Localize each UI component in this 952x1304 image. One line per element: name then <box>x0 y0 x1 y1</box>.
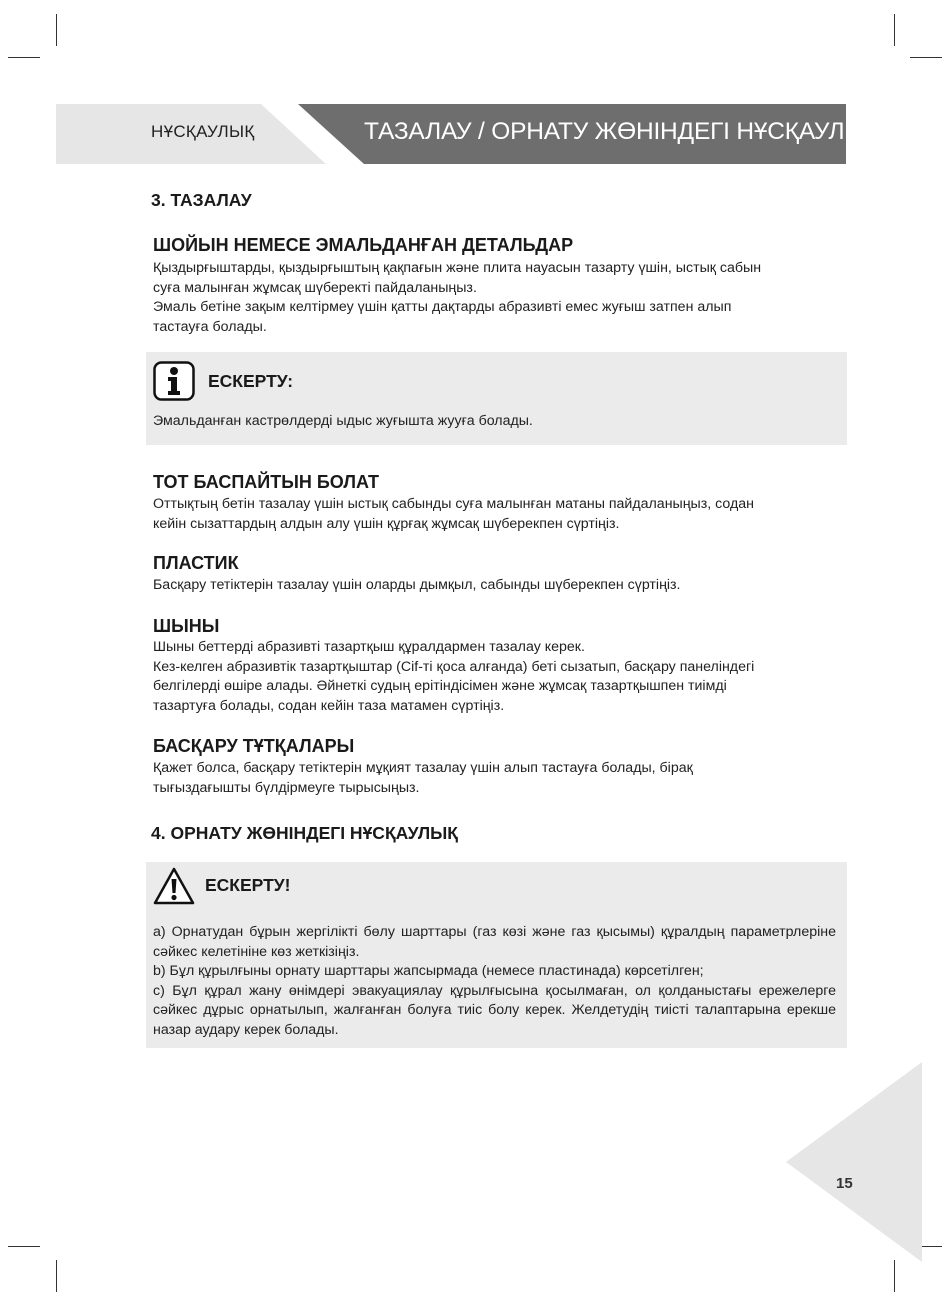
header-title: ТАЗАЛАУ / ОРНАТУ ЖӨНІНДЕГІ НҰСҚАУЛЫҚ <box>364 118 880 145</box>
stainless-line: кейін сызаттардың алдын алу үшін құрғақ жұмсақ шүберекпен сүртіңіз. <box>153 515 620 532</box>
note-title: ЕСКЕРТУ: <box>208 371 294 391</box>
header-left-label: НҰСҚАУЛЫҚ <box>151 122 255 141</box>
cast-iron-line: суға малынған жұмсақ шүберекті пайдаланыңыз. <box>153 279 477 296</box>
note-text: Эмальданған кастрөлдерді ыдыс жуғышта жууға болады. <box>153 413 533 429</box>
warning-item: a) Орнатудан бұрын жергілікті бөлу шарттары (газ көзі және газ қысымы) құралдың параметрлеріне сәйкес келетініне көз жеткізіңіз. <box>153 924 836 960</box>
glass-line: Кез-келген абразивтік тазартқыштар (Cif-ті қоса алғанда) беті сызатып, басқару панеліндегі <box>153 658 755 675</box>
section-3-title: 3. ТАЗАЛАУ <box>151 190 252 210</box>
knobs-paragraph <box>153 759 843 798</box>
plastic-line: Басқару тетіктерін тазалау үшін оларды дымқыл, сабынды шүберекпен сүртіңіз. <box>153 577 681 593</box>
glass-heading: ШЫНЫ <box>153 616 220 636</box>
glass-line: тазартуға болады, содан кейін таза матамен сүртіңіз. <box>153 697 505 714</box>
knobs-line: тығыздағышты бүлдірмеуге тырысыңыз. <box>153 779 420 796</box>
cast-iron-line: тастауға болады. <box>153 318 267 335</box>
warning-text <box>153 923 836 1040</box>
cast-iron-heading: ШОЙЫН НЕМЕСЕ ЭМАЛЬДАНҒАН ДЕТАЛЬДАР <box>153 235 574 255</box>
warning-title: ЕСКЕРТУ! <box>205 875 291 895</box>
plastic-paragraph <box>153 576 843 596</box>
cast-iron-paragraph <box>153 259 843 337</box>
glass-line: Шыны беттерді абразивті тазартқыш құралдармен тазалау керек. <box>153 639 585 655</box>
crop-mark <box>894 14 895 46</box>
section-4-title: 4. ОРНАТУ ЖӨНІНДЕГІ НҰСҚАУЛЫҚ <box>151 823 458 843</box>
crop-mark <box>56 1260 57 1292</box>
knobs-line: Қажет болса, басқару тетіктерін мұқият тазалау үшін алып тастауға болады, бірақ <box>153 760 693 776</box>
warning-triangle-icon <box>152 866 196 906</box>
page-corner-decoration <box>786 1062 922 1262</box>
crop-mark <box>56 14 57 46</box>
knobs-heading: БАСҚАРУ ТҰТҚАЛАРЫ <box>153 736 355 756</box>
crop-mark <box>8 1246 40 1247</box>
warning-item: c) Бұл құрал жану өнімдері эвакуациялау құрылғысына қосылмаған, ол қолданыстағы ережелерге сәйкес дұрыс орнатылып, жалғанған болуға тиіс болу керек. Желдетудің тиісті талаптарына ерекше назар аудару керек болады. <box>153 982 836 1038</box>
glass-paragraph <box>153 638 843 716</box>
plastic-heading: ПЛАСТИК <box>153 553 239 573</box>
cast-iron-line: Эмаль бетіне зақым келтірмеу үшін қатты дақтарды абразивті емес жуғыш затпен алып <box>153 299 732 315</box>
crop-mark <box>894 1260 895 1292</box>
cast-iron-line: Қыздырғыштарды, қыздырғыштың қақпағын және плита науасын тазарту үшін, ыстық сабын <box>153 260 762 276</box>
page-number: 15 <box>836 1175 853 1192</box>
info-icon <box>153 361 195 401</box>
stainless-line: Оттықтың бетін тазалау үшін ыстық сабынды суға малынған матаны пайдаланыңыз, содан <box>153 496 754 512</box>
glass-line: белгілерді өшіре алады. Әйнеткі судың ерітіндісімен және жұмсақ тазартқышпен тиімді <box>153 678 727 694</box>
crop-mark <box>8 57 40 58</box>
stainless-paragraph <box>153 495 843 534</box>
warning-item: b) Бұл құрылғыны орнату шарттары жапсырмада (немесе пластинада) көрсетілген; <box>153 963 704 979</box>
stainless-heading: ТОТ БАСПАЙТЫН БОЛАТ <box>153 472 380 492</box>
note-box <box>146 352 847 445</box>
crop-mark <box>910 57 942 58</box>
